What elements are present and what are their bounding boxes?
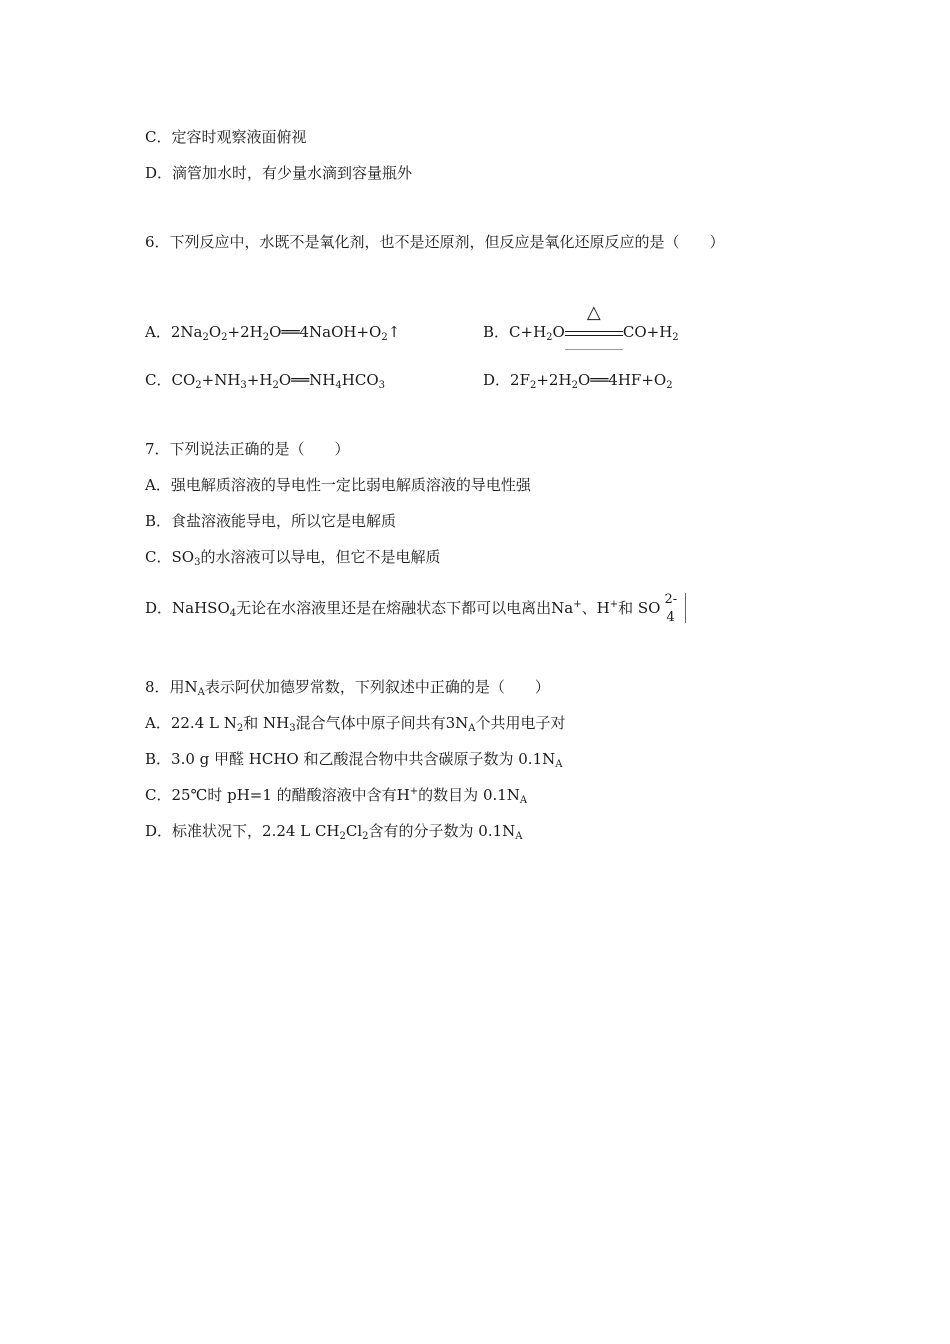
q5-option-c: C．定容时观察液面俯视 (145, 128, 307, 146)
option-prefix: A． (145, 323, 171, 341)
q7-option-c: C．$SO_3$的水溶液可以导电，但它不是电解质 (145, 548, 441, 568)
option-prefix: C． (145, 548, 172, 566)
ion-charge: 2- (664, 592, 678, 607)
q7-stem: 7．下列说法正确的是（ ） (145, 440, 350, 458)
q6-stem: 6．下列反应中，水既不是氧化剂，也不是还原剂，但反应是氧化还原反应的是（ ） (145, 233, 725, 251)
sulfate-charge-box (664, 593, 686, 625)
option-prefix: C． (145, 371, 172, 389)
ion-subscript: 4 (666, 610, 675, 625)
q8-option-a: A．22.4 L $N_2$和 $NH_3$混合气体中原子间共有$3N_A$个共用电子对 (145, 714, 566, 734)
option-prefix: D． (483, 371, 511, 389)
q7-option-a: A．强电解质溶液的导电性一定比弱电解质溶液的导电性强 (145, 476, 531, 494)
heating-equal-sign (565, 302, 623, 344)
q8-option-c: C．25℃时 pH=1 的醋酸溶液中含有H+的数目为 $0.1N_A$ (145, 786, 528, 806)
q5-option-d: D．滴管加水时，有少量水滴到容量瓶外 (145, 164, 413, 182)
q7-option-d: D．NaHSO$_4$无论在水溶液里还是在熔融状态下都可以电离出Na+、H+和 SO 2- 4 (145, 593, 686, 625)
q6-option-a: A．$2Na_2O_2+2H_2O══4NaOH+O_2↑$ (145, 323, 401, 343)
q6-option-d: D．$2F_2+2H_2O══4HF+O_2$ (483, 371, 673, 391)
q6-option-c: C．$CO_2+NH_3+H_2O══NH_4HCO_3$ (145, 371, 386, 391)
q8-stem: 8．用$N_A$表示阿伏加德罗常数，下列叙述中正确的是（ ） (145, 678, 550, 698)
q8-option-b: B．3.0 g 甲醛 HCHO 和乙酸混合物中共含碳原子数为 $0.1N_A$ (145, 750, 563, 770)
heat-triangle-icon: △ (586, 302, 601, 323)
q7-option-b: B．食盐溶液能导电，所以它是电解质 (145, 512, 397, 530)
option-prefix: D． (145, 599, 173, 617)
q8-option-d: D．标准状况下，2.24 L $CH_2Cl_2$含有的分子数为 $0.1N_A$ (145, 822, 523, 842)
option-prefix: B． (483, 323, 510, 341)
q6-option-b: B．$C+H_2O$ △ $CO+H_2$ (483, 321, 679, 344)
